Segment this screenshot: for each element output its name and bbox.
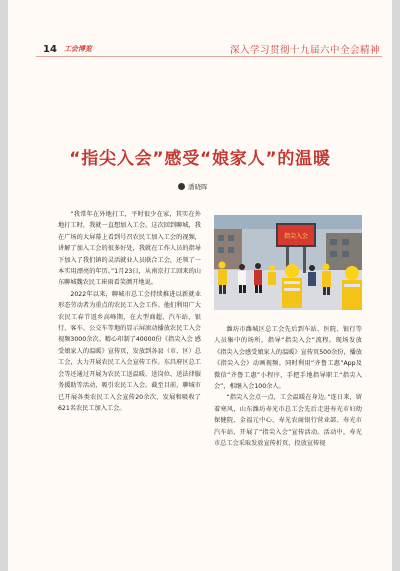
paragraph: 2022年以来，聊城市总工会持续推进以新就业形态劳动者为重点的农民工入会工作。他们利用广大农民工春节返乡高峰期，在大型商超、汽车站、银行、客车、公交车等地的显示屏滚动播放农民工入会视频3000余次。精心印制了40000份《指尖入会 感受娘家人的温暖》宣传页，发放到各县（市、区）总工会，大力开展农民工入会宣传工作。东昌府区总工会等还通过开展为农民工送温暖、送岗位、送法律服务援助等活动，吸引农民工入会。截至目前，聊城市已开展各类农民工入会宣传20余次，发展和吸收了621名农民工加入工会。 bbox=[58, 290, 201, 412]
paragraph: “我常年在外地打工，平时很少在家，其实在外地打工时，我就一直想加入工会。这次回到聊城，我在广场的大屏幕上看到号召农民工加入工会的视频，讲解了加入工会的很多好处，我就在工作人员的指导下加入了我们镇的灵活就业人员联合工会，还领了一本实用漂亮的年历。”1月23日，从南京打工回来的山东聊城魏农民工崔雨看笑颜开地说。 bbox=[58, 211, 201, 287]
paragraph: 潍坊市潍城区总工会先后到车站、医院、银行等人员集中的场所，指导“指尖入会”流程。现场发放《指尖入会感受娘家人的温暖》宣传页500余份，播放《指尖入会》动画视频。同时利用“齐鲁工惠”App及微信“齐鲁工惠”小程序，手把手地指导职工“指尖入会”，相继入会100余人。 bbox=[214, 326, 362, 391]
page-number: 14 bbox=[43, 44, 57, 55]
article-title: “指尖入会”感受“娘家人”的温暖 bbox=[69, 149, 331, 169]
header-divider bbox=[36, 56, 382, 57]
magazine-brand: 工会博览 bbox=[64, 45, 92, 53]
left-column bbox=[58, 209, 201, 414]
article-photo bbox=[214, 215, 362, 310]
paragraph: “指尖入会点一点，工会温暖在身边。”连日来，留着寒风，山东潍坊寿光市总工会先后走进寿光市妇幼保健院、金福元中心、寿光农商银行营业部、寿光市汽车站，开展了“指尖入会”宣传活动。活动中，寿光市总工会采取发放宣传折页、投放宣传视 bbox=[214, 394, 362, 448]
led-screen-text: 指尖入会 bbox=[283, 233, 309, 240]
byline bbox=[178, 182, 208, 191]
event-photo-illustration bbox=[214, 215, 362, 310]
right-column bbox=[214, 324, 362, 449]
author-bullet-icon bbox=[178, 183, 185, 190]
running-title: 深入学习贯彻十九届六中全会精神 bbox=[229, 45, 380, 56]
author-name: 潘晓晖 bbox=[188, 183, 208, 191]
